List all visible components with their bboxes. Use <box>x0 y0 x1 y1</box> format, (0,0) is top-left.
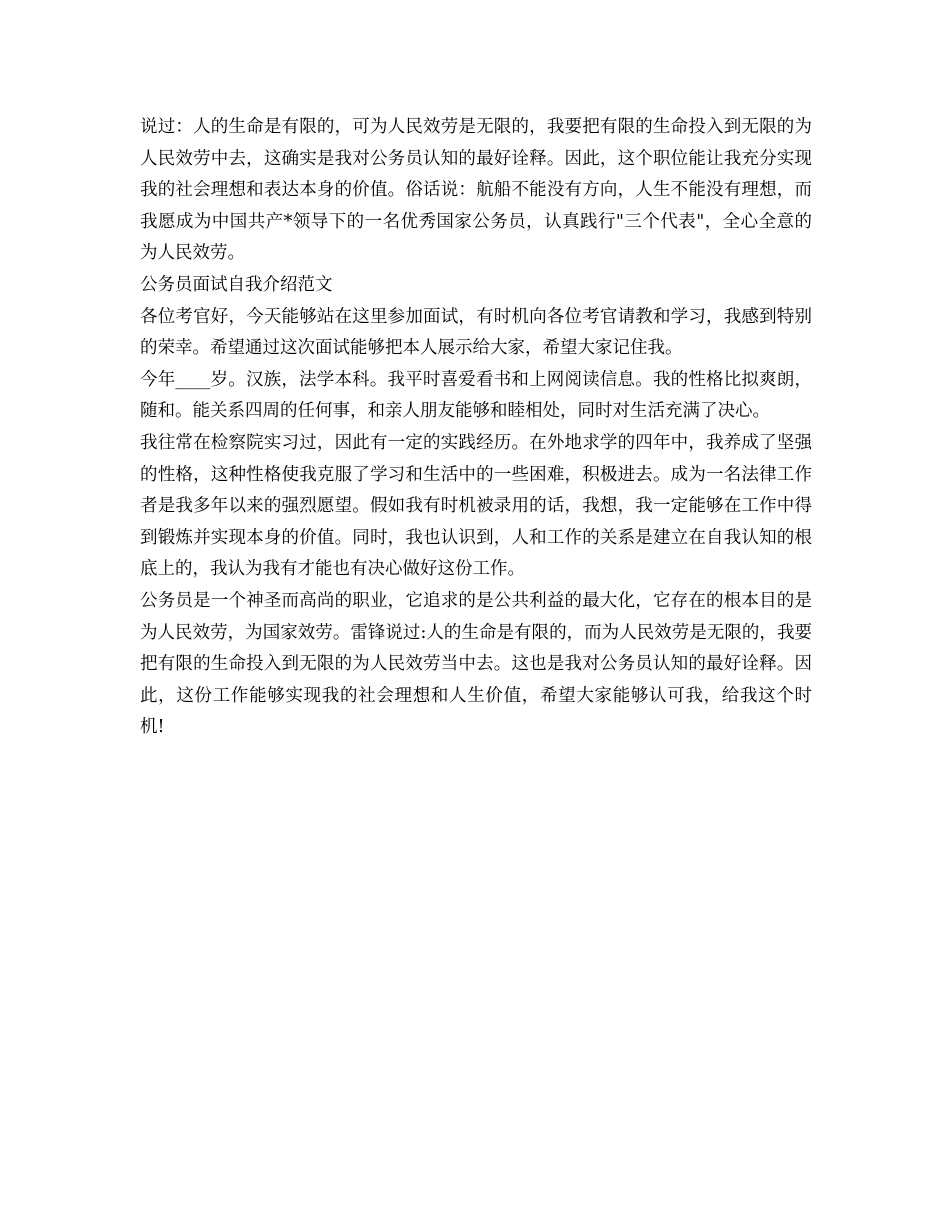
paragraph-conclusion: 公务员是一个神圣而高尚的职业，它追求的是公共利益的最大化，它存在的根本目的是为人民效劳，为国家效劳。雷锋说过:人的生命是有限的，而为人民效劳是无限的，我要把有限的生命投入到无限的为人民效劳当中去。这也是我对公务员认知的最好诠释。因此，这份工作能够实现我的社会理想和人生价值，希望大家能够认可我，给我这个时机! <box>140 590 812 738</box>
document-body <box>140 112 812 744</box>
paragraph-personal-info: 今年____岁。汉族，法学本科。我平时喜爱看书和上网阅读信息。我的性格比拟爽朗，随和。能关系四周的任何事，和亲人朋友能够和睦相处，同时对生活充满了决心。 <box>140 369 812 422</box>
section-heading: 公务员面试自我介绍范文 <box>140 274 333 295</box>
paragraph-intro-continuation: 说过：人的生命是有限的，可为人民效劳是无限的，我要把有限的生命投入到无限的为人民效劳中去，这确实是我对公务员认知的最好诠释。因此，这个职位能让我充分实现我的社会理想和表达本身的价值。俗话说：航船不能没有方向，人生不能没有理想，而我愿成为中国共产*领导下的一名优秀国家公务员，认真践行"三个代表"，全心全意的为人民效劳。 <box>140 117 812 264</box>
paragraph-experience: 我往常在检察院实习过，因此有一定的实践经历。在外地求学的四年中，我养成了坚强的性格，这种性格使我克服了学习和生活中的一些困难，积极进去。成为一名法律工作者是我多年以来的强烈愿望。假如我有时机被录用的话，我想，我一定能够在工作中得到锻炼并实现本身的价值。同时，我也认识到，人和工作的关系是建立在自我认知的根底上的，我认为我有才能也有决心做好这份工作。 <box>140 432 812 580</box>
paragraph-greeting: 各位考官好，今天能够站在这里参加面试，有时机向各位考官请教和学习，我感到特别的荣幸。希望通过这次面试能够把本人展示给大家，希望大家记住我。 <box>140 306 812 359</box>
